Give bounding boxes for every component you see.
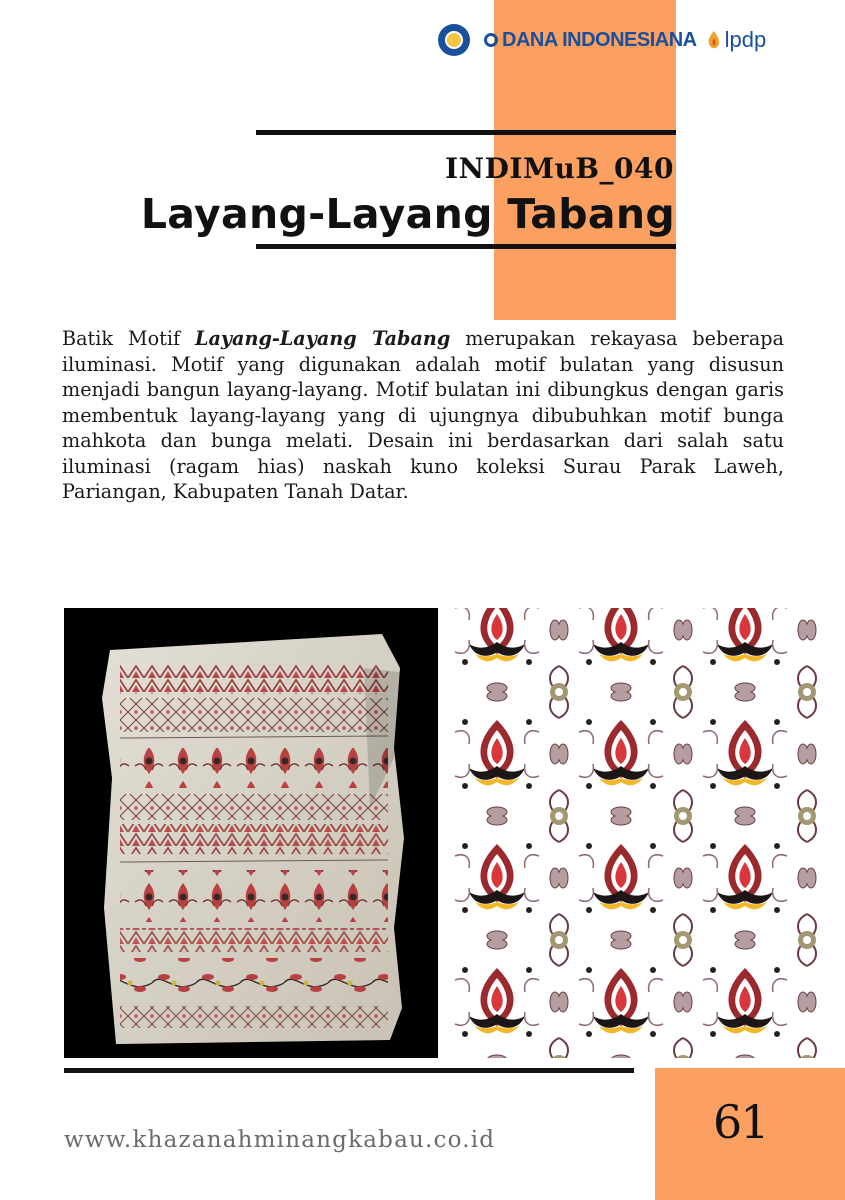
logo-dana-text: DANA INDONESIANA (502, 28, 697, 51)
body-lead: Batik Motif (62, 327, 195, 350)
footer-url: www.khazanahminangkabau.co.id (64, 1127, 496, 1153)
ring-icon (484, 33, 498, 47)
article-body (62, 326, 784, 505)
logo-lpdp-text: lpdp (724, 27, 767, 52)
flame-icon (705, 29, 723, 51)
header-logos (438, 22, 766, 58)
body-rest: merupakan rekayasa beberapa iluminasi. Motif yang digunakan adalah motif bulatan yang disusun menjadi bangun layang-layang. Motif bulatan ini dibungkus dengan garis membentuk layang-layang yang di ujungnya dibubuhkan motif bunga mahkota dan bunga melati. Desain ini berdasarkan dari salah satu iluminasi (ragam hias) naskah kuno koleksi Surau Parak Laweh, Pariangan, Kabupaten Tanah Datar. (62, 327, 785, 503)
page-title: Layang-Layang Tabang (140, 190, 675, 238)
body-emphasis: Layang-Layang Tabang (194, 327, 451, 350)
logo-lpdp (705, 27, 767, 53)
batik-pattern (445, 608, 819, 1058)
manuscript-photo (64, 608, 438, 1058)
logo-dana-indonesiana (484, 29, 697, 52)
rule-bottom (256, 244, 676, 249)
rule-top (256, 130, 676, 135)
rule-footer (64, 1068, 634, 1073)
emblem-icon (438, 24, 470, 56)
article-code: INDIMuB_040 (444, 152, 674, 185)
page-number: 61 (713, 1095, 768, 1149)
